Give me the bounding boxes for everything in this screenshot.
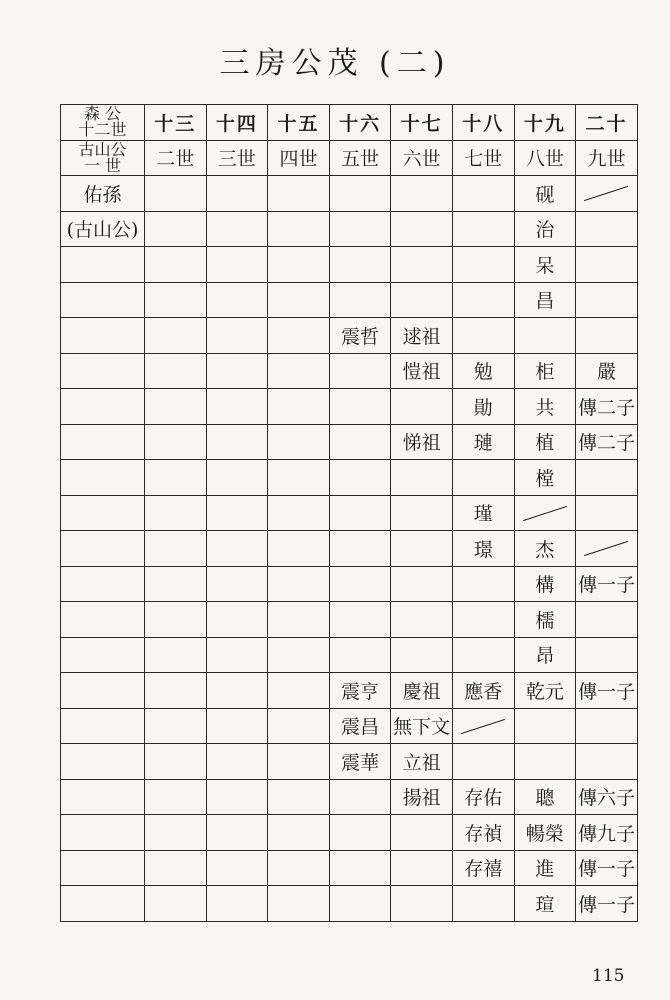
table-cell: [206, 424, 268, 460]
table-cell: [145, 247, 207, 283]
table-cell: [452, 460, 514, 496]
table-cell: [576, 495, 638, 531]
table-cell-slash: [514, 495, 576, 531]
table-cell: [268, 708, 330, 744]
header-corner-cell-1: [61, 105, 145, 141]
header-cell: 二十: [576, 105, 638, 141]
table-cell: [268, 495, 330, 531]
table-cell: [145, 708, 207, 744]
table-cell: 傳一子: [576, 850, 638, 886]
table-cell: [206, 566, 268, 602]
table-cell: [61, 389, 145, 425]
table-cell: [61, 424, 145, 460]
table-row: [61, 850, 638, 886]
table-cell: 瑾: [452, 495, 514, 531]
table-cell: [145, 637, 207, 673]
table-cell: [61, 779, 145, 815]
table-row: [61, 460, 638, 496]
table-cell: 樘: [514, 460, 576, 496]
table-cell: 璟: [452, 531, 514, 567]
table-cell: 勉: [452, 353, 514, 389]
table-cell: [576, 247, 638, 283]
header-row-generation-names: [61, 140, 638, 176]
table-cell: [452, 247, 514, 283]
table-cell: [61, 850, 145, 886]
table-cell: [206, 318, 268, 354]
table-cell: [206, 602, 268, 638]
table-cell-slash: [576, 176, 638, 212]
table-cell: [145, 531, 207, 567]
table-cell: 乾元: [514, 673, 576, 709]
table-cell: [145, 673, 207, 709]
table-cell: [61, 531, 145, 567]
header-cell: 十八: [452, 105, 514, 141]
table-cell: [145, 353, 207, 389]
table-cell: [268, 602, 330, 638]
table-cell: [206, 282, 268, 318]
table-cell: 無下文: [391, 708, 453, 744]
table-cell: [145, 886, 207, 922]
table-cell: [576, 282, 638, 318]
table-row: [61, 389, 638, 425]
table-cell: 慶祖: [391, 673, 453, 709]
table-cell: [206, 389, 268, 425]
header-corner-line: 古山公: [78, 140, 127, 159]
table-cell: 傳二子: [576, 389, 638, 425]
header-cell: 八世: [514, 140, 576, 176]
table-cell: 檽: [514, 602, 576, 638]
table-cell: [391, 460, 453, 496]
table-cell: [576, 744, 638, 780]
table-cell: [268, 353, 330, 389]
table-cell: [268, 886, 330, 922]
header-corner-line: 森 公: [83, 104, 122, 124]
table-cell: [576, 460, 638, 496]
table-cell: 暢榮: [514, 815, 576, 851]
header-cell: 十三: [145, 105, 207, 141]
table-row: [61, 424, 638, 460]
table-cell: [268, 815, 330, 851]
table-cell: [329, 282, 391, 318]
header-corner-line: 十二世: [78, 120, 127, 140]
table-row: [61, 637, 638, 673]
table-cell: [329, 389, 391, 425]
table-cell: [268, 211, 330, 247]
table-cell: [268, 744, 330, 780]
table-cell: 構: [514, 566, 576, 602]
table-cell: [329, 850, 391, 886]
table-cell: [391, 176, 453, 212]
table-row: [61, 531, 638, 567]
header-cell: 三世: [206, 140, 268, 176]
table-cell: [391, 531, 453, 567]
table-row: [61, 744, 638, 780]
table-cell: [268, 389, 330, 425]
table-cell: [452, 566, 514, 602]
table-cell: [391, 282, 453, 318]
table-row: [61, 211, 638, 247]
table-cell: [145, 176, 207, 212]
table-cell: [391, 850, 453, 886]
table-cell: [329, 602, 391, 638]
table-cell-slash: [576, 531, 638, 567]
table-row: [61, 282, 638, 318]
table-cell: 揚祖: [391, 779, 453, 815]
table-cell: 勛: [452, 389, 514, 425]
table-cell: [206, 637, 268, 673]
table-cell: 震昌: [329, 708, 391, 744]
table-row: [61, 673, 638, 709]
table-row: [61, 353, 638, 389]
table-cell: [206, 850, 268, 886]
table-cell: [329, 886, 391, 922]
header-row-generation-numbers: [61, 105, 638, 141]
page-number: 115: [592, 966, 625, 986]
table-cell: [61, 637, 145, 673]
table-cell: 傳一子: [576, 673, 638, 709]
table-cell: [268, 637, 330, 673]
table-cell: [268, 247, 330, 283]
table-cell: [206, 744, 268, 780]
table-cell: 治: [514, 211, 576, 247]
table-cell: [145, 460, 207, 496]
table-cell: [206, 247, 268, 283]
table-cell: [206, 886, 268, 922]
table-cell: 聰: [514, 779, 576, 815]
table-cell: [206, 176, 268, 212]
table-cell: [329, 460, 391, 496]
table-cell: [329, 353, 391, 389]
table-cell: [206, 708, 268, 744]
table-cell: [268, 779, 330, 815]
table-cell: 砚: [514, 176, 576, 212]
table-cell: [61, 673, 145, 709]
table-cell: 呆: [514, 247, 576, 283]
table-cell: [206, 815, 268, 851]
table-cell: [391, 389, 453, 425]
table-cell: [61, 460, 145, 496]
table-cell: [391, 247, 453, 283]
table-cell: 傳九子: [576, 815, 638, 851]
table-cell: 進: [514, 850, 576, 886]
table-cell: 立祖: [391, 744, 453, 780]
table-cell: [145, 282, 207, 318]
table-cell: [576, 602, 638, 638]
genealogy-table: [60, 104, 638, 922]
table-cell: 存禧: [452, 850, 514, 886]
table-cell: [268, 531, 330, 567]
table-cell: [329, 531, 391, 567]
table-cell: [391, 637, 453, 673]
table-cell: 嚴: [576, 353, 638, 389]
table-cell: 杰: [514, 531, 576, 567]
header-cell: 十四: [206, 105, 268, 141]
header-cell: 十九: [514, 105, 576, 141]
table-cell: [268, 460, 330, 496]
table-cell: [452, 282, 514, 318]
table-cell: [452, 602, 514, 638]
table-cell: [576, 318, 638, 354]
header-cell: 十五: [268, 105, 330, 141]
table-cell: [268, 282, 330, 318]
table-cell: [268, 566, 330, 602]
header-cell: 十六: [329, 105, 391, 141]
table-cell: [145, 779, 207, 815]
table-row: [61, 708, 638, 744]
table-cell: [61, 353, 145, 389]
table-cell: [61, 282, 145, 318]
header-cell: 四世: [268, 140, 330, 176]
header-corner-line: 一 世: [83, 155, 122, 175]
table-row: [61, 176, 638, 212]
header-cell: 六世: [391, 140, 453, 176]
table-cell: [329, 211, 391, 247]
table-cell: [391, 566, 453, 602]
table-cell: [145, 744, 207, 780]
table-cell: [268, 176, 330, 212]
table-cell: [391, 602, 453, 638]
table-cell: (古山公): [61, 211, 145, 247]
header-cell: 七世: [452, 140, 514, 176]
table-row: [61, 318, 638, 354]
table-cell: [576, 637, 638, 673]
table-cell: [391, 815, 453, 851]
table-cell: [268, 318, 330, 354]
table-cell: 植: [514, 424, 576, 460]
page-title: 三房公茂 (二): [219, 46, 451, 81]
table-cell: 逑祖: [391, 318, 453, 354]
table-cell-slash: [452, 708, 514, 744]
table-row: [61, 602, 638, 638]
table-cell: [576, 708, 638, 744]
table-row: [61, 779, 638, 815]
table-cell: [329, 815, 391, 851]
table-cell: [145, 424, 207, 460]
table-cell: 瑄: [514, 886, 576, 922]
table-cell: [452, 211, 514, 247]
table-cell: [61, 602, 145, 638]
table-cell: 應香: [452, 673, 514, 709]
table-cell: [61, 247, 145, 283]
table-cell: [329, 495, 391, 531]
table-cell: [391, 495, 453, 531]
header-cell: 十七: [391, 105, 453, 141]
header-cell: 九世: [576, 140, 638, 176]
table-cell: [61, 744, 145, 780]
table-cell: [329, 424, 391, 460]
table-cell: [145, 815, 207, 851]
table-cell: 震亨: [329, 673, 391, 709]
table-cell: [145, 602, 207, 638]
table-cell: [391, 211, 453, 247]
table-cell: 共: [514, 389, 576, 425]
table-cell: [576, 211, 638, 247]
table-cell: [61, 566, 145, 602]
table-cell: [206, 495, 268, 531]
table-cell: [452, 886, 514, 922]
table-cell: 存佑: [452, 779, 514, 815]
table-cell: 悌祖: [391, 424, 453, 460]
table-row: [61, 815, 638, 851]
table-cell: [61, 495, 145, 531]
table-cell: 震華: [329, 744, 391, 780]
header-cell: 五世: [329, 140, 391, 176]
table-cell: [145, 850, 207, 886]
table-cell: [145, 495, 207, 531]
table-cell: 傳一子: [576, 566, 638, 602]
header-cell: 二世: [145, 140, 207, 176]
table-cell: [145, 389, 207, 425]
table-cell: [329, 779, 391, 815]
table-cell: [452, 176, 514, 212]
table-cell: [268, 673, 330, 709]
table-cell: 傳六子: [576, 779, 638, 815]
table-cell: [452, 637, 514, 673]
table-cell: [329, 566, 391, 602]
table-cell: 昌: [514, 282, 576, 318]
table-cell: [514, 318, 576, 354]
table-cell: [329, 176, 391, 212]
table-cell: [145, 566, 207, 602]
table-cell: [514, 744, 576, 780]
table-row: [61, 495, 638, 531]
table-cell: 璉: [452, 424, 514, 460]
table-cell: [452, 744, 514, 780]
table-row: [61, 566, 638, 602]
table-cell: 佑孫: [61, 176, 145, 212]
table-cell: [206, 531, 268, 567]
table-cell: 傳一子: [576, 886, 638, 922]
table-cell: [61, 318, 145, 354]
table-cell: [514, 708, 576, 744]
table-cell: [206, 211, 268, 247]
table-cell: [268, 424, 330, 460]
table-cell: [391, 886, 453, 922]
table-cell: [329, 247, 391, 283]
table-cell: 傳二子: [576, 424, 638, 460]
table-cell: 昂: [514, 637, 576, 673]
header-corner-cell-2: [61, 140, 145, 176]
table-cell: [145, 318, 207, 354]
table-cell: [452, 318, 514, 354]
table-row: [61, 247, 638, 283]
table-cell: 存禎: [452, 815, 514, 851]
table-cell: 愷祖: [391, 353, 453, 389]
table-cell: [268, 850, 330, 886]
table-cell: [206, 673, 268, 709]
table-cell: 震哲: [329, 318, 391, 354]
table-cell: [206, 779, 268, 815]
table-cell: [61, 815, 145, 851]
table-cell: [206, 353, 268, 389]
table-cell: [61, 886, 145, 922]
table-cell: 柜: [514, 353, 576, 389]
table-cell: [329, 637, 391, 673]
table-cell: [145, 211, 207, 247]
table-cell: [206, 460, 268, 496]
table-cell: [61, 708, 145, 744]
table-row: [61, 886, 638, 922]
